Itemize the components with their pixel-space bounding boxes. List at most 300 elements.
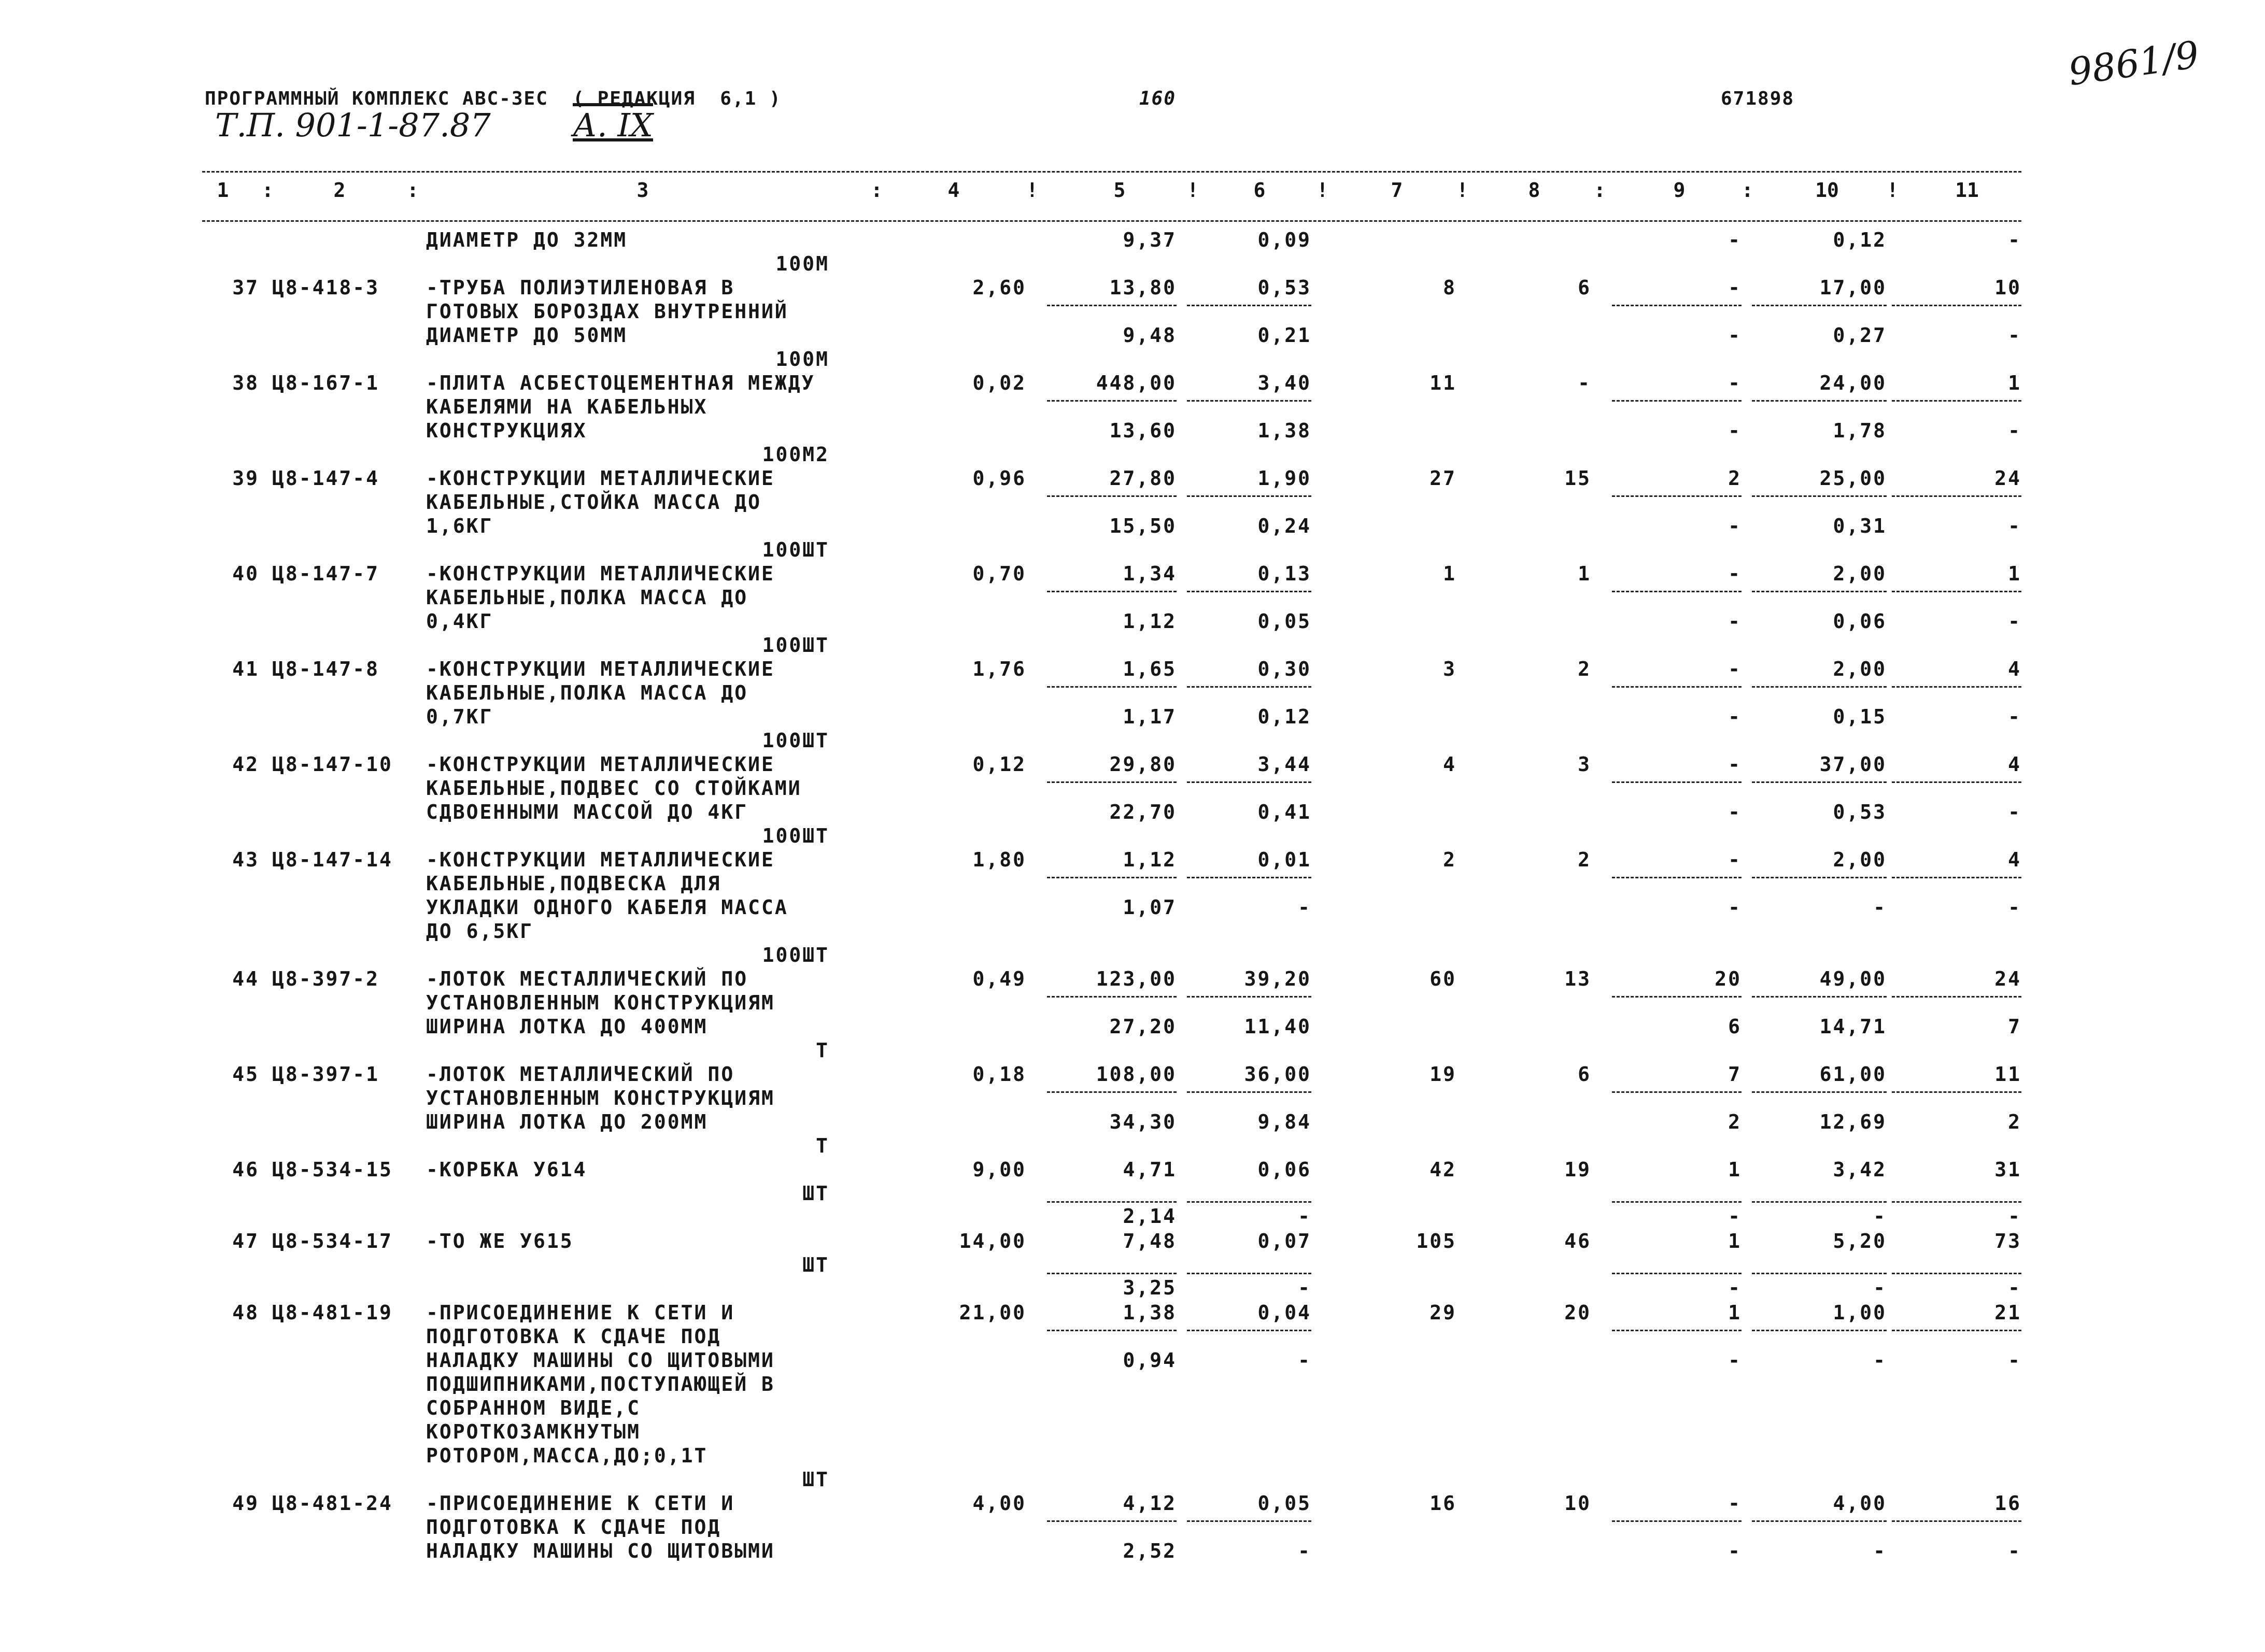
row-code: Ц8-418-3	[272, 276, 380, 299]
cell-c11: 16	[1994, 1492, 2021, 1515]
cell-c6b: -	[1298, 1276, 1311, 1299]
subtotal-divider	[1612, 495, 1742, 497]
subtotal-divider	[1187, 591, 1311, 592]
cell-c10b: -	[1873, 896, 1887, 919]
row-unit: 100ШТ	[762, 824, 829, 847]
cell-c5b: 27,20	[1109, 1015, 1177, 1038]
cell-c11b: 7	[2008, 1015, 2021, 1038]
subtotal-divider	[1892, 1520, 2021, 1522]
col-header-11: 11	[1955, 179, 1979, 202]
cell-c10: 2,00	[1833, 848, 1887, 871]
cell-c11b: -	[2008, 1349, 2021, 1372]
cell-c8: 6	[1578, 276, 1591, 299]
cell-c5b: 3,25	[1123, 1276, 1177, 1299]
subtotal-divider	[1612, 996, 1742, 998]
cell-c10b: 0,06	[1833, 610, 1887, 633]
row-code: Ц8-534-15	[272, 1158, 393, 1181]
cell-c11b: -	[2008, 419, 2021, 442]
cell-c10b: 12,69	[1819, 1110, 1887, 1133]
program-title: ПРОГРАММНЫЙ КОМПЛЕКС АВС-3ЕС ( РЕДАКЦИЯ 6,1 )	[205, 88, 782, 109]
cell-c10: 4,00	[1833, 1492, 1887, 1515]
row-description-line: -ПРИСОЕДИНЕНИЕ К СЕТИ И	[426, 1492, 735, 1515]
row-unit: ШТ	[802, 1182, 829, 1205]
cell-c7: 4	[1443, 753, 1456, 776]
row-description-line: КОРОТКОЗАМКНУТЫМ	[426, 1420, 641, 1443]
cell-c9b: 6	[1728, 1015, 1742, 1038]
subtotal-divider	[1187, 1201, 1311, 1203]
cell-c9b: -	[1728, 801, 1742, 823]
subtotal-divider	[1752, 1520, 1887, 1522]
cell-c7: 42	[1429, 1158, 1456, 1181]
subtotal-divider	[1892, 495, 2021, 497]
subtotal-divider	[1187, 781, 1311, 783]
cell-c4: 0,18	[972, 1063, 1026, 1086]
cell-c6b: 0,24	[1257, 515, 1311, 537]
cell-c10b: -	[1873, 1540, 1887, 1562]
cell-c10: 3,42	[1833, 1158, 1887, 1181]
cell-c5: 4,71	[1123, 1158, 1177, 1181]
subtotal-divider	[1047, 1273, 1177, 1274]
cell-c10: 61,00	[1819, 1063, 1887, 1086]
cell-c4: 1,80	[972, 848, 1026, 871]
subtotal-divider	[1892, 305, 2021, 306]
cell-c9: -	[1728, 562, 1742, 585]
cell-c11b: -	[2008, 610, 2021, 633]
cell-c8: 6	[1578, 1063, 1591, 1086]
col-header-9: 9	[1673, 179, 1686, 202]
row-code: Ц8-481-24	[272, 1492, 393, 1515]
cell-c6: 0,04	[1257, 1301, 1311, 1324]
cell-c6b: 0,12	[1257, 705, 1311, 728]
subtotal-divider	[1047, 1091, 1177, 1093]
subtotal-divider	[1187, 877, 1311, 878]
row-number: 45	[232, 1063, 259, 1086]
row-code: Ц8-397-2	[272, 967, 380, 990]
row-description-line: КАБЕЛЬНЫЕ,ПОЛКА МАССА ДО	[426, 681, 748, 704]
subtotal-divider	[1752, 305, 1887, 306]
row-description-line: -КОНСТРУКЦИИ МЕТАЛЛИЧЕСКИЕ	[426, 753, 775, 776]
cell-c5: 1,65	[1123, 658, 1177, 680]
cell-c6: 0,13	[1257, 562, 1311, 585]
row-description-line: КАБЕЛЬНЫЕ,ПОДВЕСКА ДЛЯ	[426, 872, 721, 895]
subtotal-divider	[1612, 877, 1742, 878]
subtotal-divider	[1612, 781, 1742, 783]
cell-c6: 1,90	[1257, 467, 1311, 490]
cell-c4: 0,12	[972, 753, 1026, 776]
row-number: 48	[232, 1301, 259, 1324]
cell-c10b: 0,15	[1833, 705, 1887, 728]
subtotal-divider	[1612, 305, 1742, 306]
cell-c11b: -	[2008, 896, 2021, 919]
row-code: Ц8-167-1	[272, 372, 380, 394]
row-number: 43	[232, 848, 259, 871]
cell-c9b: 2	[1728, 1110, 1742, 1133]
subtotal-divider	[1187, 495, 1311, 497]
cell-c9: -	[1728, 658, 1742, 680]
row-description-line: ПОДГОТОВКА К СДАЧЕ ПОД	[426, 1325, 721, 1348]
row-description-line: -КОНСТРУКЦИИ МЕТАЛЛИЧЕСКИЕ	[426, 658, 775, 680]
cell-c10b: 14,71	[1819, 1015, 1887, 1038]
cell-c7: 27	[1429, 467, 1456, 490]
cell-c5b: 22,70	[1109, 801, 1177, 823]
cell-c9: -	[1728, 276, 1742, 299]
cell-c5b: 2,14	[1123, 1205, 1177, 1228]
subtotal-divider	[1047, 877, 1177, 878]
row-description-line: УКЛАДКИ ОДНОГО КАБЕЛЯ МАССА	[426, 896, 788, 919]
subtotal-divider	[1187, 1091, 1311, 1093]
cell-c5: 1,12	[1123, 848, 1177, 871]
cell-c8: 19	[1564, 1158, 1591, 1181]
cell-c4: 21,00	[959, 1301, 1026, 1324]
row-description-line: 1,6КГ	[426, 515, 493, 537]
row-code: Ц8-534-17	[272, 1230, 393, 1252]
row-description-line: -ТО ЖЕ У615	[426, 1230, 574, 1252]
cell-c7: 1	[1443, 562, 1456, 585]
cell-c11: 4	[2008, 658, 2021, 680]
cell-c6: 0,01	[1257, 848, 1311, 871]
row-number: 49	[232, 1492, 259, 1515]
row-unit: 100ШТ	[762, 944, 829, 966]
cell-c10b: 0,27	[1833, 324, 1887, 347]
cell-c10b: 1,78	[1833, 419, 1887, 442]
row-description-line: -ЛОТОК МЕТАЛЛИЧЕСКИЙ ПО	[426, 1063, 735, 1086]
cell-c6: 0,07	[1257, 1230, 1311, 1252]
cell-c11b: -	[2008, 515, 2021, 537]
row-description-line: ДИАМЕТР ДО 50ММ	[426, 324, 628, 347]
row-unit: 100ШТ	[762, 634, 829, 657]
cell-c7: 60	[1429, 967, 1456, 990]
cell-c5b: 0,94	[1123, 1349, 1177, 1372]
subtotal-divider	[1047, 591, 1177, 592]
cell-c8: 2	[1578, 658, 1591, 680]
row-description-line: УСТАНОВЛЕННЫМ КОНСТРУКЦИЯМ	[426, 1087, 775, 1109]
cell-c6: 0,06	[1257, 1158, 1311, 1181]
subtotal-divider	[1752, 1273, 1887, 1274]
cell-c11b: -	[2008, 705, 2021, 728]
cell-c4: 2,60	[972, 276, 1026, 299]
row-description-line: СОБРАННОМ ВИДЕ,С	[426, 1397, 641, 1419]
cell-c5: 4,12	[1123, 1492, 1177, 1515]
row-number: 42	[232, 753, 259, 776]
cell-c5: 13,80	[1109, 276, 1177, 299]
row-description-line: КАБЕЛЬНЫЕ,СТОЙКА МАССА ДО	[426, 491, 761, 514]
subtotal-divider	[1047, 996, 1177, 998]
col-header-3: 3	[636, 179, 649, 202]
cell-c4: 4,00	[972, 1492, 1026, 1515]
row-description-line: 0,7КГ	[426, 705, 493, 728]
row-description-line: -ЛОТОК МЕСТАЛЛИЧЕСКИЙ ПО	[426, 967, 748, 990]
cell-c5: 108,00	[1096, 1063, 1177, 1086]
cell-c9: -	[1728, 753, 1742, 776]
subtotal-divider	[1752, 495, 1887, 497]
row-description-line: КАБЕЛЬНЫЕ,ПОДВЕС СО СТОЙКАМИ	[426, 777, 802, 800]
cell-c4: 0,02	[972, 372, 1026, 394]
subtotal-divider	[1892, 686, 2021, 688]
cell-c7: 11	[1429, 372, 1456, 394]
subtotal-divider	[1047, 1330, 1177, 1331]
cell-c9b: -	[1728, 324, 1742, 347]
cell-c4: 14,00	[959, 1230, 1026, 1252]
cell-c7: 29	[1429, 1301, 1456, 1324]
row-unit: 100ШТ	[762, 538, 829, 561]
subtotal-divider	[1752, 686, 1887, 688]
subtotal-divider	[1047, 1520, 1177, 1522]
subtotal-divider	[1752, 996, 1887, 998]
cell-c9b: -	[1728, 1276, 1742, 1299]
subtotal-divider	[1187, 305, 1311, 306]
cell-c11b: -	[2008, 1540, 2021, 1562]
cell-c10: 2,00	[1833, 562, 1887, 585]
cell-c5: 29,80	[1109, 753, 1177, 776]
cell-c11b: -	[2008, 324, 2021, 347]
cell-c10b: -	[1873, 1349, 1887, 1372]
cell-c8: 10	[1564, 1492, 1591, 1515]
cell-c10b: 0,31	[1833, 515, 1887, 537]
col-header-5: 5	[1113, 179, 1126, 202]
subtotal-divider	[1752, 400, 1887, 402]
cell-c6b: 0,05	[1257, 610, 1311, 633]
cell-c7: 19	[1429, 1063, 1456, 1086]
cell-c11b: -	[2008, 1205, 2021, 1228]
cell-c9: 1	[1728, 1158, 1742, 1181]
cell-c10b: 0,53	[1833, 801, 1887, 823]
cell-c8: 1	[1578, 562, 1591, 585]
row-description-line: ШИРИНА ЛОТКА ДО 200ММ	[426, 1110, 708, 1133]
row-description-line: КОНСТРУКЦИЯХ	[426, 419, 587, 442]
cell-c6: 0,53	[1257, 276, 1311, 299]
row-unit: 100М	[775, 252, 829, 275]
subtotal-divider	[1612, 1273, 1742, 1274]
subtotal-divider	[1612, 1520, 1742, 1522]
subtotal-divider	[1187, 1330, 1311, 1331]
col-header-2: 2	[333, 179, 346, 202]
subtotal-divider	[1047, 686, 1177, 688]
cell-c10: 49,00	[1819, 967, 1887, 990]
row-number: 47	[232, 1230, 259, 1252]
cell-c6b: -	[1298, 1205, 1311, 1228]
cell-c10: 24,00	[1819, 372, 1887, 394]
cell-c5b: 13,60	[1109, 419, 1177, 442]
cell-c6b: -	[1298, 1349, 1311, 1372]
cell-c9b: -	[1728, 610, 1742, 633]
row-number: 39	[232, 467, 259, 490]
subtotal-divider	[1892, 1330, 2021, 1331]
row-number: 37	[232, 276, 259, 299]
subtotal-divider	[1892, 877, 2021, 878]
cell-c5b: 34,30	[1109, 1110, 1177, 1133]
subtotal-divider	[1187, 996, 1311, 998]
row-unit: 100М	[775, 348, 829, 371]
cell-c4: 0,96	[972, 467, 1026, 490]
row-description-line: -ПЛИТА АСБЕСТОЦЕМЕНТНАЯ МЕЖДУ	[426, 372, 815, 394]
row-description-line: УСТАНОВЛЕННЫМ КОНСТРУКЦИЯМ	[426, 991, 775, 1014]
cell-c11: 1	[2008, 562, 2021, 585]
cell-c5: 27,80	[1109, 467, 1177, 490]
cell-c11: 73	[1994, 1230, 2021, 1252]
cell-c6b: 9,84	[1257, 1110, 1311, 1133]
row-description-line: -ТРУБА ПОЛИЭТИЛЕНОВАЯ В	[426, 276, 735, 299]
cell-c11: 1	[2008, 372, 2021, 394]
col-header-1: 1	[217, 179, 229, 202]
subtotal-divider	[1612, 400, 1742, 402]
subtotal-divider	[1752, 1201, 1887, 1203]
col-header-6: 6	[1253, 179, 1266, 202]
subtotal-divider	[1752, 1091, 1887, 1093]
row-description-line: РОТОРОМ,МАССА,ДО;0,1Т	[426, 1444, 708, 1467]
cell-c9: 20	[1715, 967, 1742, 990]
cell-c4: 0,70	[972, 562, 1026, 585]
row-number: 41	[232, 658, 259, 680]
cell-c10: 1,00	[1833, 1301, 1887, 1324]
cell-c6: 0,30	[1257, 658, 1311, 680]
cell-c6b: -	[1298, 896, 1311, 919]
subtotal-divider	[1187, 686, 1311, 688]
row-description-line: НАЛАДКУ МАШИНЫ СО ЩИТОВЫМИ	[426, 1540, 775, 1562]
subtotal-divider	[1187, 400, 1311, 402]
cell-c6: 0,09	[1257, 229, 1311, 251]
col-header-8: 8	[1528, 179, 1540, 202]
row-description-line: -КОНСТРУКЦИИ МЕТАЛЛИЧЕСКИЕ	[426, 467, 775, 490]
cell-c7: 105	[1416, 1230, 1456, 1252]
cell-c6: 3,40	[1257, 372, 1311, 394]
subtotal-divider	[1892, 781, 2021, 783]
row-description-line: -КОНСТРУКЦИИ МЕТАЛЛИЧЕСКИЕ	[426, 848, 775, 871]
cell-c5: 1,38	[1123, 1301, 1177, 1324]
subtotal-divider	[1892, 591, 2021, 592]
subtotal-divider	[1892, 1273, 2021, 1274]
cell-c10: 37,00	[1819, 753, 1887, 776]
row-number: 44	[232, 967, 259, 990]
cell-c8: -	[1578, 372, 1591, 394]
cell-c8: 46	[1564, 1230, 1591, 1252]
cell-c9: -	[1728, 229, 1742, 251]
row-description-line: ШИРИНА ЛОТКА ДО 400ММ	[426, 1015, 708, 1038]
cell-c10: 0,12	[1833, 229, 1887, 251]
cell-c5: 7,48	[1123, 1230, 1177, 1252]
row-description-line: ДО 6,5КГ	[426, 920, 534, 943]
cell-c6b: 0,21	[1257, 324, 1311, 347]
cell-c10b: -	[1873, 1205, 1887, 1228]
cell-c9: -	[1728, 1492, 1742, 1515]
cell-c5b: 1,17	[1123, 705, 1177, 728]
subtotal-divider	[1187, 1520, 1311, 1522]
row-description-line: 0,4КГ	[426, 610, 493, 633]
cell-c10: 5,20	[1833, 1230, 1887, 1252]
row-description-line: -КОРБКА У614	[426, 1158, 587, 1181]
row-description-line: ГОТОВЫХ БОРОЗДАХ ВНУТРЕННИЙ	[426, 300, 788, 323]
cell-c6b: -	[1298, 1540, 1311, 1562]
cell-c9: -	[1728, 848, 1742, 871]
cell-c11b: -	[2008, 801, 2021, 823]
cell-c6b: 0,41	[1257, 801, 1311, 823]
cell-c11: 4	[2008, 848, 2021, 871]
cell-c11: 21	[1994, 1301, 2021, 1324]
row-description-line: ПОДШИПНИКАМИ,ПОСТУПАЮЩЕЙ В	[426, 1373, 775, 1395]
cell-c6: 36,00	[1244, 1063, 1311, 1086]
subtotal-divider	[1892, 996, 2021, 998]
row-code: Ц8-397-1	[272, 1063, 380, 1086]
row-unit: Т	[816, 1039, 829, 1062]
cell-c5b: 2,52	[1123, 1540, 1177, 1562]
header-rule-top	[202, 171, 2021, 173]
cell-c9: 7	[1728, 1063, 1742, 1086]
cell-c9b: -	[1728, 419, 1742, 442]
row-code: Ц8-147-7	[272, 562, 380, 585]
row-unit: 100М2	[762, 443, 829, 466]
subtotal-divider	[1187, 1273, 1311, 1274]
col-header-7: 7	[1391, 179, 1403, 202]
handwritten-album: А. IX	[573, 106, 653, 144]
row-description-line: -КОНСТРУКЦИИ МЕТАЛЛИЧЕСКИЕ	[426, 562, 775, 585]
row-unit: ШТ	[802, 1468, 829, 1491]
subtotal-divider	[1047, 781, 1177, 783]
document-number: 671898	[1721, 88, 1795, 109]
cell-c8: 3	[1578, 753, 1591, 776]
cell-c4: 0,49	[972, 967, 1026, 990]
cell-c9: 1	[1728, 1230, 1742, 1252]
cell-c11b: -	[2008, 1276, 2021, 1299]
cell-c5b: 1,07	[1123, 896, 1177, 919]
cell-c5: 1,34	[1123, 562, 1177, 585]
subtotal-divider	[1047, 1201, 1177, 1203]
subtotal-divider	[1047, 400, 1177, 402]
cell-c5b: 9,48	[1123, 324, 1177, 347]
cell-c11b: 2	[2008, 1110, 2021, 1133]
row-description: ДИАМЕТР ДО 32ММ	[426, 229, 628, 251]
cell-c5: 448,00	[1096, 372, 1177, 394]
row-description-line: КАБЕЛЯМИ НА КАБЕЛЬНЫХ	[426, 395, 708, 418]
row-code: Ц8-147-4	[272, 467, 380, 490]
cell-c10: 25,00	[1819, 467, 1887, 490]
cell-c9: -	[1728, 372, 1742, 394]
cell-c10: 17,00	[1819, 276, 1887, 299]
subtotal-divider	[1612, 591, 1742, 592]
cell-c9: 1	[1728, 1301, 1742, 1324]
subtotal-divider	[1892, 1091, 2021, 1093]
cell-c8: 13	[1564, 967, 1591, 990]
cell-c5b: 15,50	[1109, 515, 1177, 537]
cell-c7: 2	[1443, 848, 1456, 871]
cell-c9b: -	[1728, 515, 1742, 537]
row-unit: ШТ	[802, 1254, 829, 1276]
cell-c5b: 1,12	[1123, 610, 1177, 633]
col-header-10: 10	[1815, 179, 1839, 202]
cell-c5: 9,37	[1123, 229, 1177, 251]
cell-c10b: -	[1873, 1276, 1887, 1299]
row-description-line: КАБЕЛЬНЫЕ,ПОЛКА МАССА ДО	[426, 586, 748, 609]
cell-c8: 2	[1578, 848, 1591, 871]
subtotal-divider	[1752, 591, 1887, 592]
row-number: 40	[232, 562, 259, 585]
cell-c11: 10	[1994, 276, 2021, 299]
cell-c11: 31	[1994, 1158, 2021, 1181]
row-description-line: НАЛАДКУ МАШИНЫ СО ЩИТОВЫМИ	[426, 1349, 775, 1372]
cell-c9b: -	[1728, 705, 1742, 728]
cell-c4: 9,00	[972, 1158, 1026, 1181]
subtotal-divider	[1612, 1330, 1742, 1331]
page-number: 160	[1139, 88, 1177, 109]
row-unit: 100ШТ	[762, 729, 829, 752]
cell-c11: 24	[1994, 967, 2021, 990]
row-number: 38	[232, 372, 259, 394]
cell-c11: 4	[2008, 753, 2021, 776]
subtotal-divider	[1752, 781, 1887, 783]
cell-c9b: -	[1728, 1540, 1742, 1562]
subtotal-divider	[1612, 1201, 1742, 1203]
cell-c9b: -	[1728, 1205, 1742, 1228]
subtotal-divider	[1892, 400, 2021, 402]
subtotal-divider	[1047, 305, 1177, 306]
